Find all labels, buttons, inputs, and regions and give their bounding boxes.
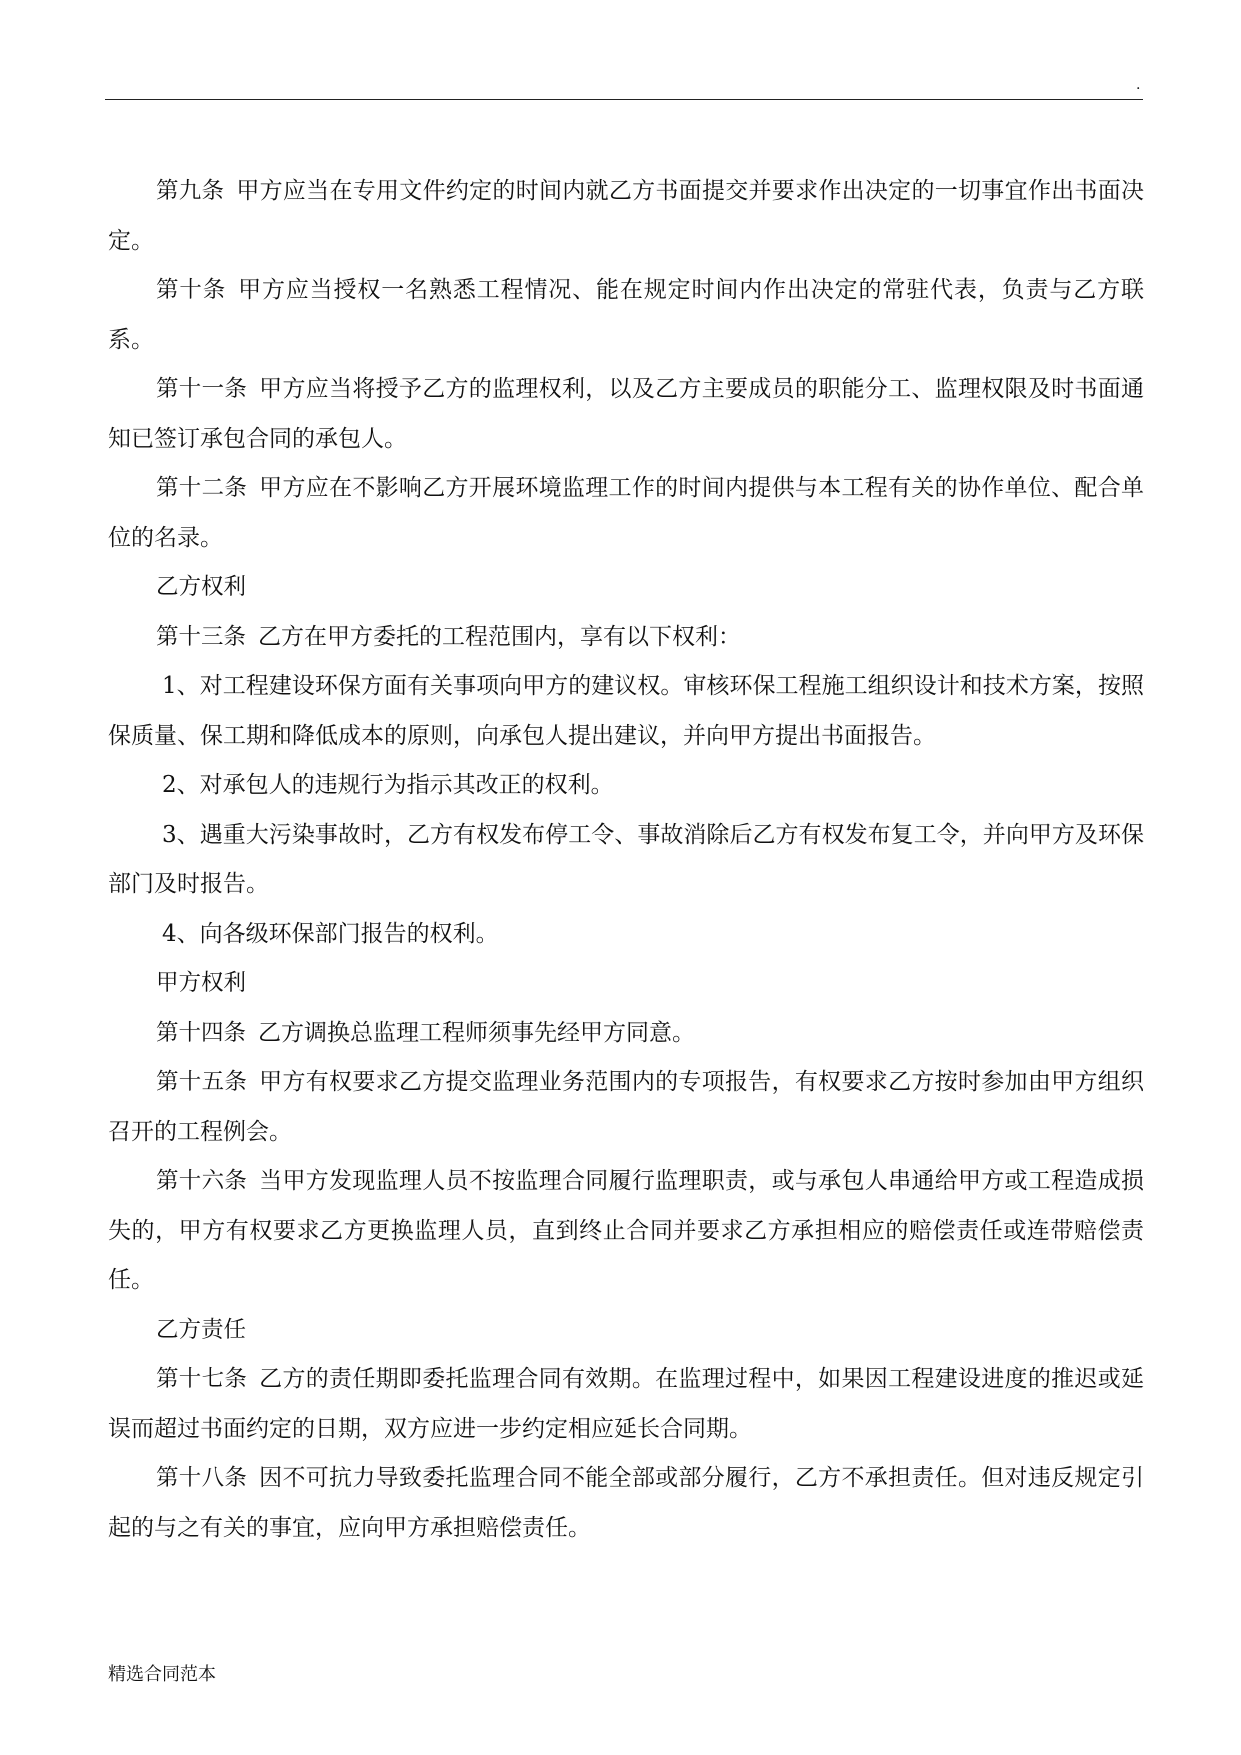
article-paragraph [108,167,1144,266]
article-text: 乙方在甲方委托的工程范围内，享有以下权利： [258,623,742,650]
article-number: 第十条 [156,277,227,303]
article-paragraph [108,1058,1144,1157]
article-number: 第十二条 [156,475,248,501]
header-rule [105,99,1143,100]
section-heading: 乙方责任 [156,1316,247,1343]
article-paragraph [108,365,1144,464]
sub-item: 2、对承包人的违规行为指示其改正的权利。 [162,772,614,798]
section-heading: 甲方权利 [156,970,247,996]
article-text: 甲方应当在专用文件约定的时间内就乙方书面提交并要求作出决定的一切事宜作出书面决定。 [108,178,1144,254]
document-body [108,167,1144,1553]
article-paragraph [108,1454,1144,1553]
article-paragraph [108,1355,1144,1454]
article-text: 乙方调换总监理工程师须事先经甲方同意。 [258,1019,696,1046]
article-paragraph [108,266,1144,365]
article-paragraph [108,613,1144,663]
article-paragraph [108,464,1144,563]
article-text: 甲方应当授权一名熟悉工程情况、能在规定时间内作出决定的常驻代表，负责与乙方联系。 [108,277,1144,353]
article-text: 因不可抗力导致委托监理合同不能全部或部分履行，乙方不承担责任。但对违反规定引起的与之有关的事宜，应向甲方承担赔偿责任。 [108,1465,1144,1541]
article-paragraph [108,1157,1144,1306]
article-paragraph [108,1009,1144,1059]
page-footer: 精选合同范本 [108,1664,216,1685]
article-number: 第十八条 [156,1465,248,1491]
article-number: 第十六条 [156,1168,248,1194]
sub-item: 4、向各级环保部门报告的权利。 [162,920,499,947]
article-number: 第十七条 [156,1366,248,1392]
article-text: 甲方有权要求乙方提交监理业务范围内的专项报告，有权要求乙方按时参加由甲方组织召开的工程例会。 [108,1069,1144,1145]
article-number: 第十一条 [156,376,248,402]
article-text: 甲方应在不影响乙方开展环境监理工作的时间内提供与本工程有关的协作单位、配合单位的名录。 [108,475,1144,551]
article-number: 第十五条 [156,1069,248,1095]
article-number: 第十三条 [156,623,247,650]
sub-item: 3、遇重大污染事故时，乙方有权发布停工令、事故消除后乙方有权发布复工令，并向甲方及环保部门及时报告。 [108,821,1144,897]
article-text: 甲方应当将授予乙方的监理权利，以及乙方主要成员的职能分工、监理权限及时书面通知已签订承包合同的承包人。 [108,376,1144,452]
article-number: 第九条 [156,178,225,204]
section-heading: 乙方权利 [156,574,247,600]
header-mark: . [1136,77,1141,93]
article-text: 当甲方发现监理人员不按监理合同履行监理职责，或与承包人串通给甲方或工程造成损失的，甲方有权要求乙方更换监理人员，直到终止合同并要求乙方承担相应的赔偿责任或连带赔偿责任。 [108,1168,1144,1293]
article-text: 乙方的责任期即委托监理合同有效期。在监理过程中，如果因工程建设进度的推迟或延误而超过书面约定的日期，双方应进一步约定相应延长合同期。 [108,1366,1144,1442]
sub-item: 1、对工程建设环保方面有关事项向甲方的建议权。审核环保工程施工组织设计和技术方案，按照保质量、保工期和降低成本的原则，向承包人提出建议，并向甲方提出书面报告。 [108,673,1144,749]
article-number: 第十四条 [156,1019,247,1046]
